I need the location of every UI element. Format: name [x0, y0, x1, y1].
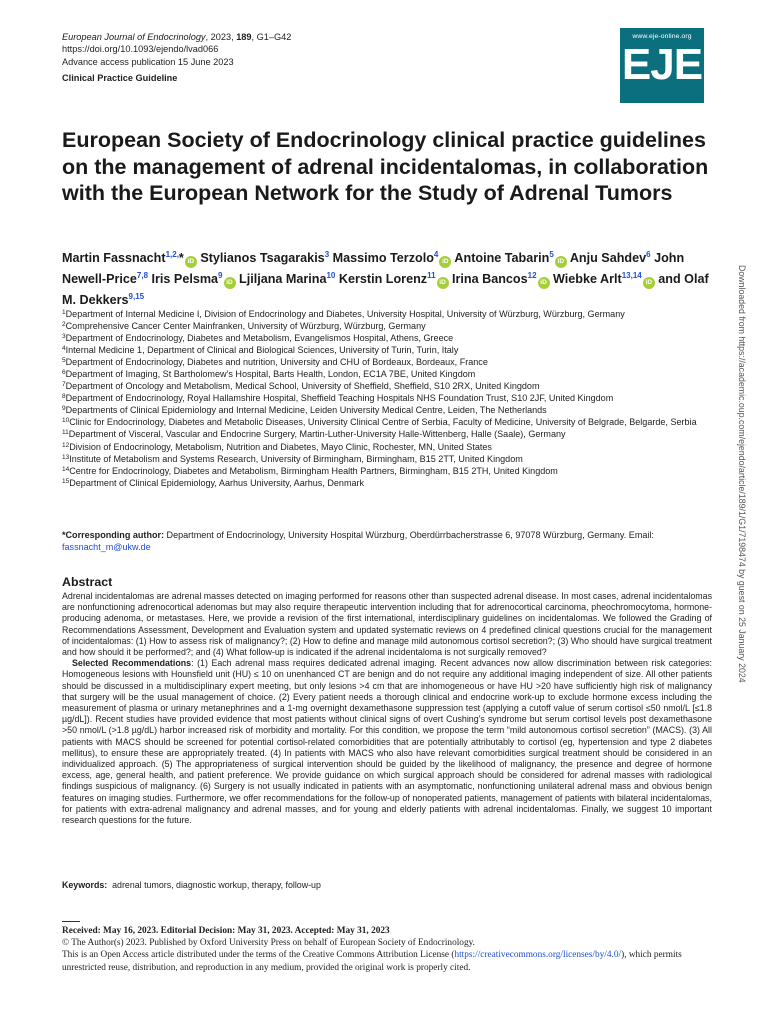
author	[200, 251, 332, 265]
affiliation-number: 6	[62, 369, 66, 377]
affiliation-text: Department of Endocrinology, Diabetes and Metabolism, Evangelismos Hospital, Athens, Greece	[65, 333, 454, 344]
author-name: Wiebke Arlt	[553, 272, 622, 286]
orcid-icon[interactable]: iD	[224, 277, 236, 289]
citation-pages: , G1–G42	[251, 32, 292, 42]
orcid-icon[interactable]: iD	[643, 277, 655, 289]
affiliation-text: Centre for Endocrinology, Diabetes and Metabolism, Birmingham Health Partners, Birmingham, B15 2TH, United Kingdom	[69, 465, 558, 476]
affiliation-text: Division of Endocrinology, Metabolism, Nutrition and Diabetes, Mayo Clinic, Rochester, MN, United States	[69, 441, 492, 452]
orcid-icon[interactable]: iD	[185, 256, 197, 268]
affiliation-number: 11	[62, 429, 69, 437]
affiliation-number: 15	[62, 477, 70, 485]
affiliation-item	[62, 404, 722, 416]
affiliation-text: Institute of Metabolism and Systems Research, University of Birmingham, Birmingham, B15 2TT, United Kingdom	[69, 453, 523, 464]
author	[454, 251, 569, 265]
affiliation-item	[62, 477, 722, 489]
affiliation-item	[62, 320, 722, 332]
affiliation-text: Department of Endocrinology, Royal Hallamshire Hospital, Sheffield Teaching Hospitals NHS Foundation Trust, S10 2JF, United Kingdom	[65, 393, 614, 404]
advance-access-date: Advance access publication 15 June 2023	[62, 56, 234, 67]
affiliation-text: Department of Imaging, St Bartholomew’s Hospital, Barts Health, London, EC1A 7BE, United Kingdom	[65, 369, 476, 380]
article-header	[62, 31, 291, 84]
affiliation-text: Clinic for Endocrinology, Diabetes and Metabolic Diseases, University Clinical Centre of Serbia, Faculty of Medicine, University of Belgrade, Belgarde, Serbia	[69, 417, 697, 428]
doi-link[interactable]: https://doi.org/10.1093/ejendo/lvad066	[62, 44, 219, 55]
abstract-recommendations	[62, 658, 712, 826]
keywords	[62, 880, 321, 890]
author-affiliation-ref[interactable]: 11	[427, 271, 436, 280]
affiliation-number: 7	[62, 381, 66, 389]
corresponding-address: Department of Endocrinology, University Hospital Würzburg, Oberdürrbacherstrasse 6, 97078 Würzburg, Germany. Email:	[164, 530, 654, 540]
abstract-heading: Abstract	[62, 575, 113, 589]
affiliation-number: 3	[62, 333, 66, 341]
keywords-text: adrenal tumors, diagnostic workup, therapy, follow-up	[112, 880, 321, 890]
abstract-body	[62, 591, 712, 826]
affiliation-item	[62, 332, 722, 344]
article-title: European Society of Endocrinology clinical practice guidelines on the management of adrenal incidentalomas, in collaboration with the European Network for the Study of Adrenal Tumors	[62, 128, 709, 205]
author-name: Iris Pelsma	[151, 272, 219, 286]
affiliation-item	[62, 392, 722, 404]
copyright-line: © The Author(s) 2023. Published by Oxford University Press on behalf of European Society of Endocrinology.	[62, 938, 475, 949]
affiliation-item	[62, 380, 722, 392]
recommendations-text: : (1) Each adrenal mass requires dedicated adrenal imaging. Recent advances now allow discrimination between risk categories: Homogeneous lesions with Hounsfield unit (HU) ≤ 10 on unenhanced CT are benign and do not require any additional imaging independent of size. All other patients should be discussed in a multidisciplinary expert meeting, but only lesions >4 cm that are inhomogeneous or have HU >20 have sufficiently high risk of malignancy that surgery will be the usual management of choice. (2) Every patient needs a thorough clinical and endocrine work-up to exclude hormone excess including the measurement of plasma or urinary metanephrines and a 1-mg overnight dexamethasone suppression test (applying a cutoff value of serum cortisol ≤50 nmol/L [≤1.8 µg/dL]). Recent studies have provided evidence that most patients without clinical signs of overt Cushing’s syndrome but serum cortisol levels post dexamethasone >50 nmol/L (>1.8 µg/dL) harbor increased risk of morbidity and mortality. For this condition, we propose the term “mild autonomous cortisol secretion” (MACS). (3) All patients with MACS should be screened for potential cortisol-related comorbidities that are potentially attributably to cortisol (eg, hypertension and type 2 diabetes mellitus), to ensure these are appropriately treated. (4) In patients with MACS who also have relevant comorbidities surgical treatment should be considered in an individualized approach. (5) The appropriateness of surgical intervention should be guided by the likelihood of malignancy, the presence and degree of hormone excess, age, general health, and patient preference. We provide guidance on which surgical approach should be considered for adrenal masses with radiological findings suspicious of malignancy. (6) Surgery is not usually indicated in patients with an asymptomatic, nonfunctioning unilateral adrenal mass and obvious benign features on imaging studies. Furthermore, we offer recommendations for the follow-up of nonoperated patients, management of patients with bilateral incidentalomas, for patients with extra-adrenal malignancy and adrenal masses, and for young and elderly patients with adrenal incidentalomas. Finally, we suggest 10 important research questions for the future.	[62, 658, 713, 826]
citation-year: , 2023,	[205, 32, 237, 42]
journal-name: European Journal of Endocrinology	[62, 32, 206, 42]
author-name: Irina Bancos	[452, 272, 528, 286]
footnote-rule	[62, 921, 80, 922]
logo-url: www.eje-online.org	[632, 33, 692, 40]
license-pre: This is an Open Access article distributed under the terms of the Creative Commons Attribution License (	[62, 950, 455, 961]
corresponding-label: *Corresponding author:	[62, 530, 165, 540]
affiliation-number: 13	[62, 453, 70, 461]
author-separator: and	[654, 272, 685, 286]
license-link[interactable]: https://creativecommons.org/licenses/by/4.0/	[454, 950, 622, 961]
author-list	[62, 248, 712, 311]
citation-volume: 189	[236, 32, 252, 42]
affiliation-text: Department of Internal Medicine I, Division of Endocrinology and Diabetes, University Hospital, University of Würzburg, Würzburg, Germany	[65, 309, 625, 319]
recommendations-lead: Selected Recommendations	[72, 658, 192, 669]
orcid-icon[interactable]: iD	[555, 256, 567, 268]
affiliation-list	[62, 308, 722, 489]
author	[452, 272, 553, 286]
affiliation-text: Department of Oncology and Metabolism, Medical School, University of Sheffield, Sheffield, S10 2RX, United Kingdom	[65, 381, 540, 392]
journal-logo[interactable]	[620, 28, 704, 103]
author-name: Martin Fassnacht	[62, 251, 166, 265]
received-dates: Received: May 16, 2023. Editorial Decision: May 31, 2023. Accepted: May 31, 2023	[62, 926, 390, 936]
author-affiliation-ref[interactable]: 13,14	[621, 271, 642, 280]
author	[339, 272, 452, 286]
author-affiliation-ref[interactable]: 5	[549, 250, 554, 259]
affiliation-item	[62, 368, 722, 380]
author-name: Anju Sahdev	[569, 251, 647, 265]
author-name: Antoine Tabarin	[454, 251, 550, 265]
author-affiliation-ref[interactable]: 12	[527, 271, 537, 280]
affiliation-number: 14	[62, 465, 70, 473]
affiliation-number: 8	[62, 393, 66, 401]
orcid-icon[interactable]: iD	[538, 277, 550, 289]
download-note: Downloaded from https://academic.oup.com/ejendo/article/189/1/G1/7198474 by guest on 25 January 2024	[737, 265, 747, 683]
affiliation-text: Department of Endocrinology, Diabetes and nutrition, University and CHU of Bordeaux, Bordeaux, France	[65, 357, 488, 368]
affiliation-number: 1	[62, 309, 66, 316]
affiliation-item	[62, 441, 722, 453]
author-name: Ljiljana Marina	[239, 272, 327, 286]
affiliation-text: Internal Medicine 1, Department of Clinical and Biological Sciences, University of Turin, Turin, Italy	[65, 345, 459, 356]
author	[62, 251, 200, 265]
affiliation-item	[62, 356, 722, 368]
author-affiliation-ref[interactable]: 7,8	[136, 271, 149, 280]
author-affiliation-ref[interactable]: 1,2,	[165, 250, 179, 259]
affiliation-number: 2	[62, 321, 66, 329]
article-footer	[62, 925, 722, 974]
corresponding-mark: *	[178, 251, 184, 265]
affiliation-number: 10	[62, 417, 70, 425]
author-name: John Newell-Price	[62, 251, 685, 286]
orcid-icon[interactable]: iD	[439, 256, 451, 268]
author-name: Massimo Terzolo	[332, 251, 434, 265]
abstract-paragraph: Adrenal incidentalomas are adrenal masses detected on imaging performed for reasons other than suspected adrenal disease. In most cases, adrenal incidentalomas are nonfunctioning adrenocortical adenomas but may also require therapeutic intervention including that for adrenocortical carcinoma, pheochromocytoma, hormone-producing adenoma, or metastases. Here, we provide a revision of the first international, interdisciplinary guidelines on incidentalomas. We followed the Grading of Recommendations Assessment, Development and Evaluation system and updated systematic reviews on 4 predefined clinical questions crucial for the management of incidentalomas: (1) How to assess risk of malignancy?; (2) How to define and manage mild autonomous cortisol secretion?; (3) Who should have surgical treatment and how should it be performed?; and (4) What follow-up is indicated if the adrenal incidentaloma is not surgically removed?	[62, 591, 712, 658]
logo-letters: EJE	[621, 40, 703, 89]
corresponding-email[interactable]: fassnacht_m@ukw.de	[62, 542, 151, 553]
author-affiliation-ref[interactable]: 9,15	[128, 292, 145, 301]
affiliation-item	[62, 344, 722, 356]
affiliation-item	[62, 416, 722, 428]
author	[553, 272, 684, 286]
author	[152, 272, 239, 286]
affiliation-text: Department of Visceral, Vascular and Endocrine Surgery, Martin-Luther-University Halle-Wittenberg, Halle (Saale), Germany	[68, 429, 566, 440]
license-post: ), which permits unrestricted reuse, distribution, and reproduction in any medium, provided the original work is properly cited.	[62, 950, 682, 973]
affiliation-number: 9	[62, 405, 66, 413]
keywords-label: Keywords:	[62, 880, 108, 890]
author-name: Stylianos Tsagarakis	[200, 251, 325, 265]
affiliation-item	[62, 428, 722, 440]
author	[570, 251, 654, 265]
author	[239, 272, 339, 286]
author	[333, 251, 455, 265]
affiliation-text: Departments of Clinical Epidemiology and Internal Medicine, Leiden University Medical Centre, Leiden, The Netherlands	[65, 405, 547, 416]
author-affiliation-ref[interactable]: 3	[324, 250, 330, 259]
citation-line	[62, 31, 291, 43]
affiliation-item	[62, 308, 722, 320]
author-affiliation-ref[interactable]: 4	[433, 250, 439, 259]
affiliation-number: 5	[62, 357, 66, 365]
affiliation-number: 12	[62, 441, 70, 449]
affiliation-item	[62, 453, 722, 465]
affiliation-text: Comprehensive Cancer Center Mainfranken, University of Würzburg, Würzburg, Germany	[65, 321, 426, 332]
affiliation-number: 4	[62, 345, 66, 353]
article-type: Clinical Practice Guideline	[62, 72, 178, 83]
author-affiliation-ref[interactable]: 6	[646, 250, 651, 259]
affiliation-text: Department of Clinical Epidemiology, Aarhus University, Aarhus, Denmark	[69, 477, 365, 488]
author-name: Kerstin Lorenz	[338, 272, 428, 286]
affiliation-item	[62, 465, 722, 477]
orcid-icon[interactable]: iD	[437, 277, 449, 289]
author-affiliation-ref[interactable]: 10	[326, 271, 336, 280]
author-name: Olaf M. Dekkers	[62, 272, 709, 307]
corresponding-author	[62, 529, 722, 553]
license-line	[62, 949, 722, 973]
author-affiliation-ref[interactable]: 9	[218, 271, 223, 280]
